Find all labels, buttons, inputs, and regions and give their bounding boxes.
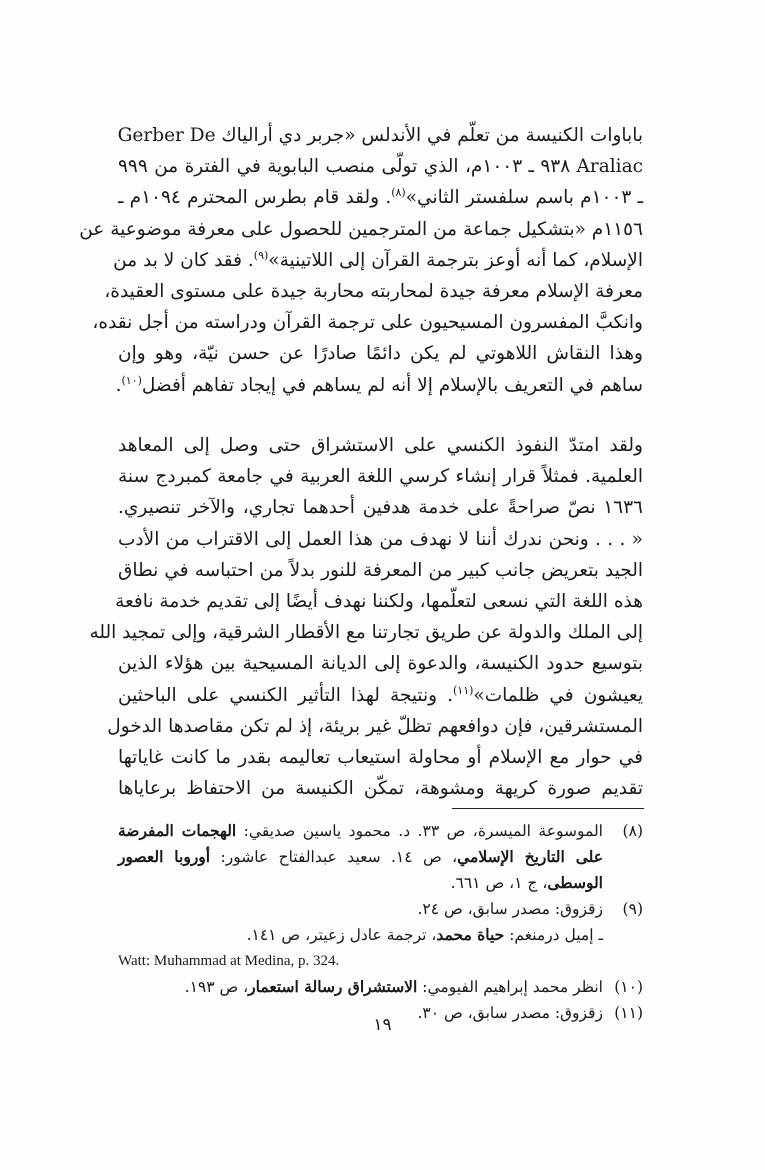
text-segment: ـ ١٠٠٣م باسم سلفستر الثاني» [405, 187, 644, 209]
page-number: ١٩ [373, 1015, 392, 1035]
text-line: وانكبَّ المفسرون المسيحيون على ترجمة القرآن ودراسته من أجل نقده، [92, 312, 643, 334]
text-line: باباوات الكنيسة من تعلّم في الأندلس «جربر دي أرالياك Gerber De [117, 125, 643, 146]
footnote-number: (١١) [614, 1004, 643, 1022]
footnote-9 [118, 896, 643, 922]
text-segment: . ولقد قام بطرس المحترم ١٠٩٤م ـ [118, 187, 392, 209]
footnote-ref-11: (١١) [453, 683, 474, 697]
text-line: معرفة الإسلام معرفة جيدة لمحاربته محاربة جيدة على مستوى العقيدة، [104, 281, 643, 303]
text-line: وهذا النقاش اللاهوتي لم يكن دائمًا صادرًا عن حسن نيّة، وهو وإن [118, 343, 643, 365]
footnote-segment: انظر محمد إبراهيم الفيومي: [417, 978, 603, 996]
footnote-text: زقزوق: مصدر سابق، ص ٢٤. [417, 900, 603, 918]
footnote-segment: ، ص ١٩٣. [184, 978, 249, 996]
footnote-ref-9: (٩) [253, 248, 269, 262]
footnote-text [118, 974, 603, 1000]
text-line: هذه اللغة التي نسعى لتعلّمها، ولكننا نهدف أيضًا إلى تقديم خدمة نافعة [115, 591, 643, 613]
footnote-segment: ، ترجمة عادل زعيتر، ص ١٤١. [246, 926, 437, 944]
footnote-segment: الموسوعة الميسرة، ص ٣٣. د. محمود ياسين صديقي: [236, 822, 603, 840]
text-segment: الإسلام، كما أنه أوعز بترجمة القرآن إلى اللاتينية» [268, 249, 643, 271]
text-line [118, 680, 643, 711]
paragraph-1 [79, 120, 644, 401]
text-line: الجيد بتعريض جانب كبير من المعرفة للنور بدلاً من احتباسه في نطاق [118, 559, 643, 581]
footnote-number: (٨) [622, 822, 643, 840]
footnote-9-continued [118, 922, 643, 948]
footnote-9-latin: Watt: Muhammad at Medina, p. 324. [118, 953, 340, 969]
text-segment: . فقد كان لا بد من [113, 249, 254, 271]
text-line: ١٦٣٦ نصّ صراحةً على خدمة هدفين أحدهما تجاري، والآخر تنصيري. [118, 497, 643, 519]
cited-title: حياة محمد [436, 925, 505, 944]
footnote-segment: ، ص ١٤. سعيد عبدالفتاح عاشور: [210, 848, 458, 866]
text-segment: ساهم في التعريف بالإسلام إلا أنه لم يساهم في إيجاد تفاهم أفضل [141, 374, 643, 396]
footnote-10 [118, 974, 643, 1000]
footnote-text [118, 818, 603, 896]
footnote-number: (١٠) [614, 978, 643, 996]
cited-title: الهجمات المفرضة على التاريخ الإسلامي [118, 821, 603, 866]
text-segment: يعيشون في ظلمات» [473, 684, 644, 706]
text-line: المستشرقين، فإن دوافعهم تظلّ غير بريئة، إذ لم تكن مقاصدها الدخول [107, 715, 643, 737]
text-line: ساهم في التعريف بالإسلام إلا أنه لم يساهم في إيجاد تفاهم أفضل$^{(١٠)}$. [115, 373, 643, 396]
footnote-divider [452, 808, 644, 809]
footnote-segment: ـ إميل درمنغم: [504, 926, 603, 944]
cited-title: أوروبا العصور الوسطى [118, 847, 603, 892]
footnote-8 [118, 818, 643, 896]
text-line: تقديم صورة كريهة ومشوهة، تمكّن الكنيسة من الاحتفاظ برعاياها [118, 778, 643, 800]
footnote-ref-8: (٨) [391, 186, 406, 200]
text-line: بتوسيع حدود الكنيسة، والدعوة إلى الديانة المسيحية بين هؤلاء الذين [118, 653, 643, 675]
text-line [118, 182, 643, 213]
text-line: ١١٥٦م «بتشكيل جماعة من المترجمين للحصول على معرفة موضوعية عن [79, 218, 643, 240]
text-line [113, 245, 643, 276]
footnote-segment: ، ج ١، ص ٦٦١. [450, 874, 548, 892]
text-segment: . ونتيجة لهذا التأثير الكنسي على الباحثين [118, 684, 453, 706]
text-line: إلى الملك والدولة عن طريق تجارتنا مع الأقطار الشرقية، وإلى تمجيد الله [89, 622, 643, 644]
text-line: « . . . ونحن ندرك أننا لا نهدف من هذا العمل إلى الاقتراب من الأدب [118, 528, 643, 550]
footnote-text: زقزوق: مصدر سابق، ص ٣٠. [417, 1004, 603, 1022]
footnotes [118, 818, 643, 1026]
cited-title: الاستشراق رسالة استعمار [248, 977, 418, 996]
text-line: ولقد امتدّ النفوذ الكنسي على الاستشراق حتى وصل إلى المعاهد [118, 435, 643, 456]
paragraph-2 [89, 430, 644, 804]
footnote-number: (٩) [622, 900, 643, 918]
text-line: العلمية. فمثلاً قرار إنشاء كرسي اللغة العربية في جامعة كمبردج سنة [118, 466, 643, 488]
footnote-ref-10: (١٠) [121, 373, 142, 387]
text-line: في حوار مع الإسلام أو محاولة استيعاب تعاليمه بقدر ما كانت غاياتها [118, 747, 643, 769]
text-line: Araliac ٩٣٨ ـ ١٠٠٣م، الذي تولّى منصب البابوية في الفترة من ٩٩٩ [118, 156, 643, 178]
